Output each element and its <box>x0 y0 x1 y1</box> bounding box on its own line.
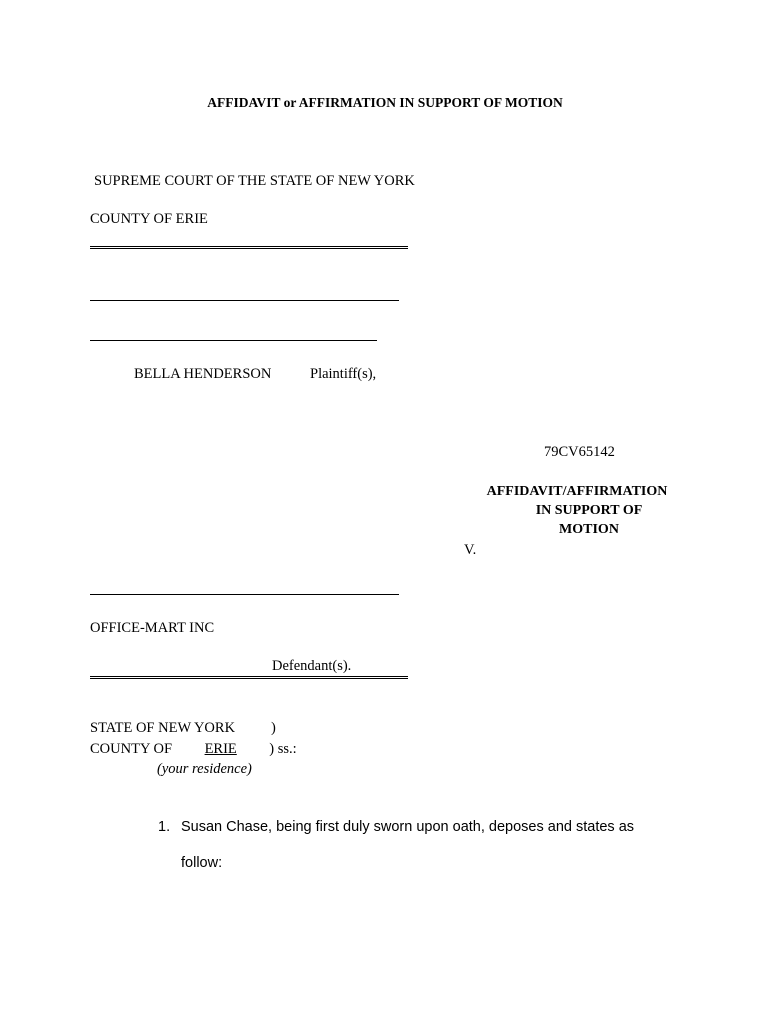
venue-paren: ) <box>271 720 276 736</box>
court-name: SUPREME COURT OF THE STATE OF NEW YORK <box>94 173 415 189</box>
caption-double-rule <box>90 676 408 679</box>
venue-county-suffix: ) ss.: <box>269 741 297 757</box>
doc-title-line1: AFFIDAVIT/AFFIRMATION <box>486 484 668 499</box>
venue-county-line <box>90 742 297 757</box>
defendant-label: Defendant(s). <box>272 658 352 674</box>
item-text-line2: follow: <box>181 855 223 871</box>
index-number: 79CV65142 <box>544 444 615 460</box>
doc-title-line3: MOTION <box>559 522 619 537</box>
caption-blank-line <box>90 340 377 341</box>
header-double-rule <box>90 246 408 249</box>
defendant-name: OFFICE-MART INC <box>90 620 215 636</box>
venue-county-value: ERIE <box>204 741 237 757</box>
caption-blank-line <box>90 300 399 301</box>
plaintiff-name: BELLA HENDERSON <box>134 366 272 382</box>
residence-note: (your residence) <box>157 761 252 777</box>
doc-title-line2: IN SUPPORT OF <box>535 503 643 518</box>
item-number: 1. <box>158 819 171 835</box>
court-county: COUNTY OF ERIE <box>90 211 208 227</box>
venue-state: STATE OF NEW YORK <box>90 720 236 736</box>
plaintiff-label: Plaintiff(s), <box>310 366 377 382</box>
document-title: AFFIDAVIT or AFFIRMATION IN SUPPORT OF MOTION <box>207 95 563 110</box>
venue-county-prefix: COUNTY OF <box>90 741 173 757</box>
caption-blank-line <box>90 594 399 595</box>
versus-label: V. <box>464 542 477 558</box>
item-text-line1: Susan Chase, being first duly sworn upon oath, deposes and states as <box>181 819 635 835</box>
